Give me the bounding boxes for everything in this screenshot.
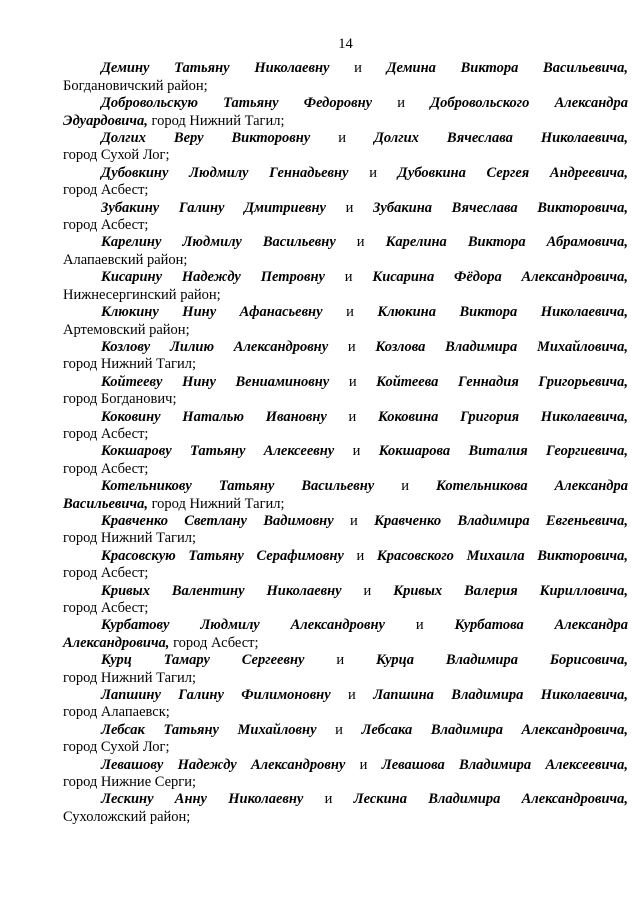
entry-location-line	[63, 530, 628, 547]
wife-name: Лескину Анну Николаевну	[101, 791, 304, 808]
entry-location-line	[63, 113, 628, 130]
entry	[63, 583, 628, 618]
conjunction: и	[328, 338, 376, 355]
location: город Алапаевск;	[63, 704, 170, 721]
location: Нижнесергинский район;	[63, 286, 221, 303]
husband-name-tail: Эдуардовича,	[63, 112, 148, 129]
entry-names-line	[63, 234, 628, 251]
conjunction: и	[304, 652, 376, 669]
husband-name: Козлова Владимира Михайловича,	[375, 338, 628, 355]
husband-name: Красовского Михаила Викторовича,	[376, 547, 629, 564]
wife-name: Курц Тамару Сергеевну	[101, 652, 305, 669]
conjunction: и	[322, 304, 378, 321]
conjunction: и	[348, 164, 398, 181]
entry-location-line	[63, 809, 628, 826]
conjunction: и	[330, 687, 374, 704]
husband-name: Зубакина Вячеслава Викторовича,	[373, 199, 628, 216]
husband-name: Кравченко Владимира Евгеньевича,	[374, 512, 628, 529]
husband-name: Клюкина Виктора Николаевича,	[377, 304, 628, 321]
page-number: 14	[338, 36, 353, 52]
husband-name-tail: Васильевича,	[63, 495, 148, 512]
entry-names-line	[63, 95, 628, 112]
entry	[63, 443, 628, 478]
conjunction: и	[316, 721, 362, 738]
conjunction: и	[310, 130, 374, 147]
entry	[63, 513, 628, 548]
location: город Асбест;	[63, 217, 149, 234]
entry-names-line	[63, 652, 628, 669]
entry-names-line	[63, 130, 628, 147]
entry	[63, 652, 628, 687]
conjunction: и	[374, 478, 437, 495]
location: город Асбест;	[63, 425, 149, 442]
husband-name: Демина Виктора Васильевича,	[386, 60, 628, 77]
entry-location-line	[63, 322, 628, 339]
location: город Сухой Лог;	[63, 147, 170, 164]
husband-name: Карелина Виктора Абрамовича,	[385, 234, 628, 251]
entry-names-line	[63, 478, 628, 495]
wife-name: Кривых Валентину Николаевну	[101, 582, 342, 599]
conjunction: и	[326, 199, 374, 216]
entry-location-line	[63, 391, 628, 408]
location: город Нижний Тагил;	[63, 669, 196, 686]
entry-names-line	[63, 60, 628, 77]
entry-names-line	[63, 687, 628, 704]
location: город Асбест;	[169, 634, 259, 651]
wife-name: Зубакину Галину Дмитриевну	[101, 199, 326, 216]
entry	[63, 200, 628, 235]
conjunction: и	[345, 756, 382, 773]
conjunction: и	[372, 95, 431, 112]
conjunction: и	[329, 373, 377, 390]
entry	[63, 478, 628, 513]
entry-names-line	[63, 443, 628, 460]
husband-name: Коковина Григория Николаевича,	[377, 408, 628, 425]
entry-names-line	[63, 722, 628, 739]
entry-names-line	[63, 374, 628, 391]
conjunction: и	[335, 234, 386, 251]
entry-location-line	[63, 565, 628, 582]
wife-name: Котельникову Татьяну Васильевну	[101, 478, 375, 495]
wife-name: Демину Татьяну Николаевну	[101, 60, 330, 77]
wife-name: Долгих Веру Викторовну	[101, 130, 311, 147]
entry-location-line	[63, 78, 628, 95]
wife-name: Кисарину Надежду Петровну	[101, 269, 325, 286]
husband-name: Курбатова Александра	[454, 617, 628, 634]
text-block	[63, 36, 628, 826]
husband-name: Кривых Валерия Кирилловича,	[393, 582, 628, 599]
husband-name: Лескина Владимира Александровича,	[353, 791, 629, 808]
entry-location-line	[63, 496, 628, 513]
conjunction: и	[343, 547, 377, 564]
location: город Асбест;	[63, 565, 149, 582]
entry-location-line	[63, 252, 628, 269]
entry-names-line	[63, 269, 628, 286]
entry	[63, 130, 628, 165]
location: город Сухой Лог;	[63, 739, 170, 756]
entry-location-line	[63, 635, 628, 652]
location: город Асбест;	[63, 182, 149, 199]
conjunction: и	[329, 60, 387, 77]
husband-name: Кисарина Фёдора Александровича,	[372, 269, 628, 286]
husband-name: Котельникова Александра	[436, 478, 629, 495]
entry	[63, 687, 628, 722]
conjunction: и	[324, 269, 373, 286]
entry	[63, 722, 628, 757]
conjunction: и	[326, 408, 378, 425]
location: Артемовский район;	[63, 321, 190, 338]
location: город Богданович;	[63, 391, 177, 408]
entry-names-line	[63, 513, 628, 530]
entry	[63, 269, 628, 304]
entry-location-line	[63, 600, 628, 617]
location: город Нижний Тагил;	[147, 112, 285, 129]
location: город Нижний Тагил;	[63, 356, 196, 373]
entry	[63, 339, 628, 374]
entry	[63, 617, 628, 652]
entry	[63, 409, 628, 444]
entry	[63, 60, 628, 95]
conjunction: и	[341, 582, 394, 599]
husband-name: Левашова Владимира Алексеевича,	[381, 756, 628, 773]
entries-list	[63, 60, 628, 826]
entry-location-line	[63, 670, 628, 687]
location: город Асбест;	[63, 600, 149, 616]
conjunction: и	[303, 791, 354, 808]
wife-name: Карелину Людмилу Васильевну	[101, 234, 336, 251]
entry	[63, 95, 628, 130]
wife-name: Лапшину Галину Филимоновну	[101, 687, 331, 704]
entry	[63, 374, 628, 409]
entry	[63, 304, 628, 339]
wife-name: Койтееву Нину Вениаминовну	[101, 373, 330, 390]
location: Алапаевский район;	[63, 251, 188, 268]
entry-location-line	[63, 287, 628, 304]
location: город Нижний Тагил;	[147, 495, 285, 512]
entry-location-line	[63, 217, 628, 234]
entry-names-line	[63, 583, 628, 600]
wife-name: Левашову Надежду Александровну	[101, 756, 346, 773]
entry-location-line	[63, 704, 628, 721]
husband-name: Курца Владимира Борисовича,	[375, 652, 628, 669]
entry	[63, 791, 628, 826]
entry	[63, 548, 628, 583]
husband-name: Дубовкина Сергея Андреевича,	[397, 164, 628, 181]
wife-name: Кокшарову Татьяну Алексеевну	[101, 443, 335, 460]
entry-names-line	[63, 791, 628, 808]
entry-names-line	[63, 165, 628, 182]
conjunction: и	[333, 512, 375, 529]
husband-name: Долгих Вячеслава Николаевича,	[373, 130, 629, 147]
location: Богдановичский район;	[63, 77, 208, 94]
entry-names-line	[63, 757, 628, 774]
entry	[63, 165, 628, 200]
entry-location-line	[63, 461, 628, 478]
wife-name: Клюкину Нину Афанасьевну	[101, 304, 323, 321]
husband-name: Кокшарова Виталия Георгиевича,	[378, 443, 628, 460]
wife-name: Лебсак Татьяну Михайловну	[101, 721, 317, 738]
entry-location-line	[63, 182, 628, 199]
wife-name: Добровольскую Татьяну Федоровну	[101, 95, 373, 112]
wife-name: Красовскую Татьяну Серафимовну	[101, 547, 344, 564]
entry-location-line	[63, 774, 628, 791]
wife-name: Коковину Наталью Ивановну	[101, 408, 327, 425]
entry-location-line	[63, 739, 628, 756]
wife-name: Курбатову Людмилу Александровну	[101, 617, 385, 634]
husband-name-tail: Александровича,	[63, 634, 170, 651]
entry-names-line	[63, 617, 628, 634]
entry-names-line	[63, 339, 628, 356]
wife-name: Дубовкину Людмилу Геннадьевну	[101, 164, 349, 181]
entry	[63, 234, 628, 269]
husband-name: Лебсака Владимира Александровича,	[361, 721, 628, 738]
wife-name: Козлову Лилию Александровну	[101, 338, 329, 355]
location: город Асбест;	[63, 460, 149, 477]
entry-location-line	[63, 356, 628, 373]
wife-name: Кравченко Светлану Вадимовну	[101, 512, 334, 529]
conjunction: и	[385, 617, 455, 634]
husband-name: Койтеева Геннадия Григорьевича,	[376, 373, 628, 390]
location: Сухоложский район;	[63, 808, 191, 825]
husband-name: Лапшина Владимира Николаевича,	[373, 687, 628, 704]
conjunction: и	[334, 443, 379, 460]
entry-location-line	[63, 426, 628, 443]
entry-names-line	[63, 304, 628, 321]
location: город Нижние Серги;	[63, 774, 197, 791]
entry	[63, 757, 628, 792]
entry-names-line	[63, 548, 628, 565]
entry-names-line	[63, 409, 628, 426]
husband-name: Добровольского Александра	[430, 95, 628, 112]
entry-names-line	[63, 200, 628, 217]
entry-location-line	[63, 147, 628, 164]
location: город Нижний Тагил;	[63, 530, 196, 547]
